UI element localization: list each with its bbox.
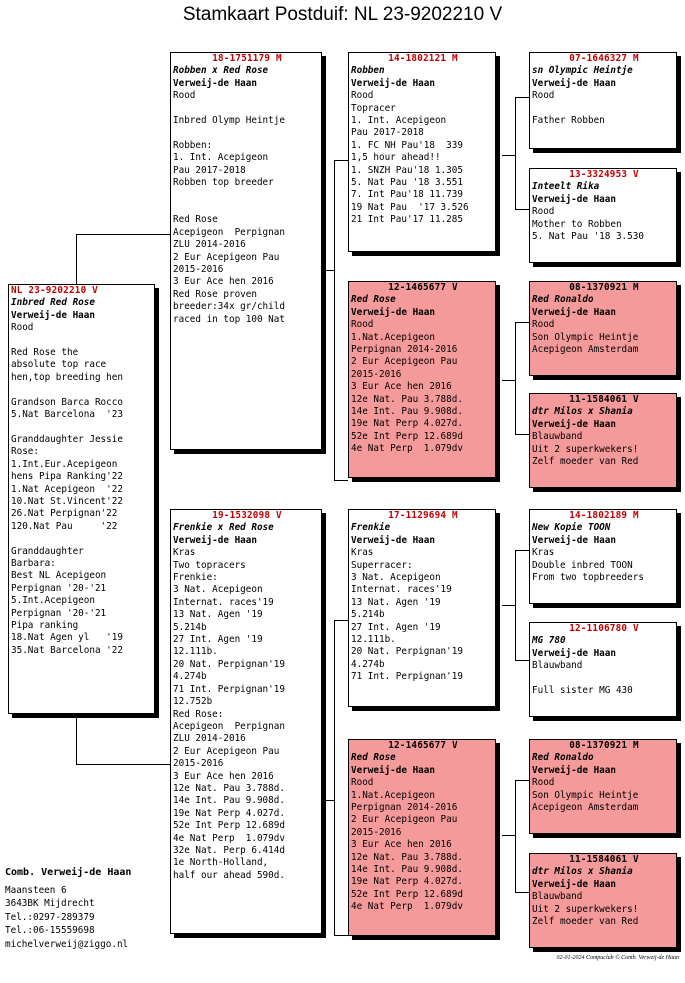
pedigree-info-line: From two topbreeders: [532, 572, 644, 584]
pedigree-info-line: ZLU 2014-2016: [173, 733, 246, 745]
pedigree-info-line: Robben top breeder: [173, 177, 274, 189]
pedigree-info-line: Mother to Robben: [532, 218, 622, 230]
ring-number: 07-1646327 M: [569, 53, 639, 64]
pigeon-name: dtr Milos x Shania: [532, 406, 633, 418]
pedigree-info-line: Inbred Olymp Heintje: [173, 115, 285, 127]
pedigree-card-mfm[interactable]: [529, 622, 677, 717]
pedigree-info-line: Rood: [532, 206, 555, 218]
connector-line: [334, 620, 335, 935]
pedigree-info-line: [11, 335, 154, 347]
pigeon-owner: Verweij-de Haan: [351, 534, 435, 546]
pedigree-info-line: Zelf moeder van Red: [532, 916, 639, 928]
ring-number: 19-1532098 V: [212, 510, 282, 521]
pigeon-name: dtr Milos x Shania: [532, 866, 633, 878]
pedigree-info-line: Blauwband: [532, 660, 583, 672]
ring-number: 18-1751179 M: [212, 53, 282, 64]
pedigree-info-line: Full sister MG 430: [532, 685, 633, 697]
pedigree-info-line: Perpignan 2014-2016: [351, 344, 458, 356]
pedigree-card-fathers-mother[interactable]: [348, 281, 496, 478]
pedigree-info-line: [173, 202, 321, 214]
pedigree-info-line: 2 Eur Acepigeon Pau: [351, 814, 458, 826]
pedigree-info-line: Rood: [173, 90, 196, 102]
pedigree-info-line: 1. SNZH Pau'18 1.305: [351, 164, 463, 176]
pedigree-info-line: 5. Nat Pau '18 3.530: [532, 231, 644, 243]
pedigree-info-line: 19e Nat Perp 4.027d.: [173, 807, 285, 819]
pedigree-info-line: 2 Eur Acepigeon Pau: [351, 356, 458, 368]
pedigree-info-line: Pau 2017-2018: [173, 164, 246, 176]
pedigree-info-line: Son Olympic Heintje: [532, 331, 639, 343]
pedigree-info-line: 71 Int. Perpignan'19: [351, 671, 463, 683]
pigeon-name: Frenkie: [351, 522, 391, 534]
connector-line: [334, 160, 335, 480]
connector-line: [322, 270, 334, 271]
pedigree-info-line: Rood: [11, 322, 34, 334]
pedigree-card-fmf[interactable]: [529, 281, 677, 376]
pigeon-name: Robben x Red Rose: [173, 65, 269, 77]
pigeon-name: MG 780: [532, 635, 566, 647]
pigeon-owner: Verweij-de Haan: [532, 418, 616, 430]
pedigree-info-line: 14e Int. Pau 9.908d.: [351, 864, 463, 876]
connector-line: [502, 155, 515, 156]
pedigree-info-line: 13 Nat. Agen '19: [173, 609, 263, 621]
pigeon-name: sn Olympic Heintje: [532, 65, 633, 77]
connector-line: [76, 764, 172, 765]
pedigree-info-line: 21 Int Pau'17 11.285: [351, 214, 463, 226]
phone-line: Tel.:06-15559698: [5, 925, 95, 936]
connector-line: [515, 660, 529, 661]
connector-line: [334, 620, 348, 621]
pedigree-info-line: 1. Int. Acepigeon: [173, 152, 269, 164]
connector-line: [515, 550, 516, 660]
pedigree-info-line: 1e North-Holland,: [173, 857, 269, 869]
pedigree-info-line: Grandson Barca Rocco: [11, 396, 123, 408]
pedigree-info-line: Zelf moeder van Red: [532, 456, 639, 468]
pedigree-card-fathers-father[interactable]: [348, 52, 496, 252]
pigeon-name: Red Rose: [351, 752, 396, 764]
pigeon-name: Robben: [351, 65, 385, 77]
pedigree-info-line: 12e Nat. Pau 3.788d.: [173, 782, 285, 794]
connector-line: [515, 434, 529, 435]
pedigree-info-line: 4.274b: [173, 671, 207, 683]
pedigree-info-line: 14e Int. Pau 9.908d.: [351, 406, 463, 418]
print-stamp: 02-01-2024 Compuclub © Comb. Verweij-de Haan: [556, 955, 679, 961]
ring-number: 13-3324953 V: [569, 169, 639, 180]
ring-number: 12-1465677 V: [388, 740, 458, 751]
pedigree-info-line: Internat. races'19: [173, 596, 274, 608]
pedigree-card-mmm[interactable]: [529, 853, 677, 948]
owner-address: [5, 866, 165, 951]
pedigree-info-line: 1. Int. Acepigeon: [351, 115, 447, 127]
pedigree-card-mothers-mother[interactable]: [348, 739, 496, 936]
pigeon-name: Red Ronaldo: [532, 752, 594, 764]
pedigree-info-line: Pipa ranking: [11, 619, 79, 631]
pedigree-info-line: [173, 103, 321, 115]
pigeon-owner: Verweij-de Haan: [173, 534, 257, 546]
pedigree-info-line: Frenkie:: [173, 572, 218, 584]
ring-number: 14-1802189 M: [569, 510, 639, 521]
pigeon-owner: Verweij-de Haan: [351, 764, 435, 776]
pedigree-card-subject[interactable]: [8, 284, 155, 714]
pedigree-info-line: Red Rose: [173, 214, 218, 226]
pedigree-info-line: Perpignan '20-'21: [11, 607, 107, 619]
pedigree-info-line: 4e Nat Perp 1.079dv: [351, 443, 463, 455]
ring-number: 12-1106780 V: [569, 623, 639, 634]
pedigree-info-line: 14e Int. Pau 9.908d.: [173, 795, 285, 807]
connector-line: [334, 935, 348, 936]
connector-line: [515, 322, 529, 323]
pedigree-info-line: 19 Nat Pau '17 3.526: [351, 201, 469, 213]
address-line: Maansteen 6: [5, 884, 67, 896]
pedigree-info-line: 1. FC NH Pau'18 339: [351, 139, 463, 151]
connector-line: [334, 480, 348, 481]
pedigree-info-line: hen,top breeding hen: [11, 371, 123, 383]
pedigree-info-line: hens Pipa Ranking'22: [11, 471, 123, 483]
pedigree-info-line: 4e Nat Perp 1.079dv: [351, 901, 463, 913]
pigeon-owner: Verweij-de Haan: [351, 77, 435, 89]
pedigree-info-line: Granddaughter Jessie: [11, 433, 123, 445]
pedigree-info-line: 18.Nat Agen yl '19: [11, 632, 123, 644]
pedigree-info-line: 3 Nat. Acepigeon: [173, 584, 263, 596]
pigeon-name: Inteelt Rika: [532, 181, 600, 193]
pedigree-info-line: 2015-2016: [173, 758, 224, 770]
pedigree-info-line: 2015-2016: [351, 826, 402, 838]
connector-line: [76, 234, 172, 235]
ring-number: 11-1584061 V: [569, 854, 639, 865]
pigeon-owner: Verweij-de Haan: [532, 77, 616, 89]
connector-line: [515, 780, 516, 892]
pedigree-info-line: 19e Nat Perp 4.027d.: [351, 876, 463, 888]
pedigree-info-line: Acepigeon Perpignan: [173, 226, 285, 238]
pedigree-info-line: 5.Nat Barcelona '23: [11, 409, 123, 421]
ring-number: NL 23-9202210 V: [11, 285, 98, 296]
pedigree-info-line: 1.Nat.Acepigeon: [351, 331, 435, 343]
pigeon-owner: Verweij-de Haan: [351, 306, 435, 318]
pedigree-info-line: 4.274b: [351, 658, 385, 670]
pedigree-info-line: 5.214b: [173, 621, 207, 633]
pedigree-info-line: Son Olympic Heintje: [532, 789, 639, 801]
pedigree-info-line: Internat. races'19: [351, 584, 452, 596]
pigeon-owner: Verweij-de Haan: [532, 764, 616, 776]
pigeon-name: Frenkie x Red Rose: [173, 522, 274, 534]
pedigree-info-line: 1,5 hour ahead!!: [351, 152, 441, 164]
pedigree-info-line: 5.214b: [351, 609, 385, 621]
pedigree-info-line: [532, 673, 676, 685]
connector-line: [502, 835, 515, 836]
pedigree-info-line: 120.Nat Pau '22: [11, 520, 118, 532]
pedigree-info-line: 10.Nat St.Vincent'22: [11, 495, 123, 507]
pigeon-owner: Verweij-de Haan: [532, 306, 616, 318]
pedigree-info-line: 3 Nat. Acepigeon: [351, 572, 441, 584]
pedigree-info-line: 52e Int Perp 12.689d: [351, 888, 463, 900]
pedigree-info-line: Acepigeon Amsterdam: [532, 802, 639, 814]
connector-line: [515, 550, 529, 551]
pedigree-info-line: 12.111b.: [351, 634, 396, 646]
pigeon-name: Red Rose: [351, 294, 396, 306]
pedigree-info-line: 2 Eur Acepigeon Pau: [173, 745, 280, 757]
ring-number: 12-1465677 V: [388, 282, 458, 293]
pedigree-info-line: raced in top 100 Nat: [173, 313, 285, 325]
pedigree-info-line: Rood: [351, 90, 374, 102]
pedigree-card-ffm[interactable]: [529, 168, 677, 263]
pedigree-info-line: 19e Nat Perp 4.027d.: [351, 418, 463, 430]
page-title: Stamkaart Postduif: NL 23-9202210 V: [182, 4, 503, 25]
pedigree-info-line: [532, 103, 676, 115]
pedigree-info-line: 27 Int. Agen '19: [351, 621, 441, 633]
pedigree-info-line: Blauwband: [532, 891, 583, 903]
pedigree-info-line: half our ahead 590d.: [173, 869, 285, 881]
pedigree-info-line: Kras: [173, 547, 196, 559]
pedigree-info-line: Superracer:: [351, 559, 413, 571]
pedigree-info-line: Two topracers: [173, 559, 246, 571]
address-line: 3643BK Mijdrecht: [5, 898, 95, 909]
pedigree-info-line: [173, 127, 321, 139]
pedigree-info-line: Rood: [351, 319, 374, 331]
pedigree-info-line: Rood: [532, 90, 555, 102]
pigeon-name: Inbred Red Rose: [11, 297, 95, 309]
connector-line: [515, 780, 529, 781]
pedigree-info-line: breeder:34x gr/child: [173, 301, 285, 313]
pedigree-info-line: Acepigeon Perpignan: [173, 720, 285, 732]
pedigree-info-line: Perpignan '20-'21: [11, 582, 107, 594]
pedigree-info-line: 5. Nat Pau '18 3.551: [351, 177, 463, 189]
pedigree-card-father[interactable]: [170, 52, 322, 450]
pedigree-info-line: Uit 2 superkwekers!: [532, 443, 639, 455]
pedigree-info-line: [173, 189, 321, 201]
pedigree-info-line: 7. Int Pau'18 11.739: [351, 189, 463, 201]
pedigree-info-line: Rood: [532, 777, 555, 789]
ring-number: 14-1802121 M: [388, 53, 458, 64]
pedigree-info-line: 1.Nat Acepigeon '22: [11, 483, 123, 495]
pigeon-owner: Verweij-de Haan: [532, 193, 616, 205]
pigeon-owner: Verweij-de Haan: [173, 77, 257, 89]
pedigree-info-line: ZLU 2014-2016: [173, 239, 246, 251]
pedigree-info-line: [11, 421, 154, 433]
ring-number: 17-1129694 M: [388, 510, 458, 521]
pedigree-card-mff[interactable]: [529, 509, 677, 604]
pedigree-info-line: 2015-2016: [351, 368, 402, 380]
pedigree-info-line: Rose:: [11, 446, 39, 458]
pedigree-info-line: Rood: [532, 319, 555, 331]
pedigree-info-line: Pau 2017-2018: [351, 127, 424, 139]
pedigree-info-line: [11, 384, 154, 396]
connector-line: [515, 209, 529, 210]
pedigree-info-line: Kras: [532, 547, 555, 559]
pedigree-info-line: 52e Int Perp 12.689d: [351, 430, 463, 442]
phone-line: Tel.:0297-289379: [5, 911, 95, 923]
pedigree-info-line: 20 Nat. Perpignan'19: [173, 658, 285, 670]
pedigree-info-line: 12e Nat. Pau 3.788d.: [351, 851, 463, 863]
connector-line: [334, 160, 348, 161]
pedigree-info-line: 3 Eur Ace hen 2016: [173, 276, 274, 288]
pedigree-info-line: 4e Nat Perp 1.079dv: [173, 832, 285, 844]
pedigree-info-line: 26.Nat Perpignan'22: [11, 508, 118, 520]
pedigree-info-line: Father Robben: [532, 115, 605, 127]
pedigree-info-line: 1.Nat.Acepigeon: [351, 789, 435, 801]
pigeon-name: Red Ronaldo: [532, 294, 594, 306]
pedigree-card-mmf[interactable]: [529, 739, 677, 834]
connector-line: [515, 97, 529, 98]
email-line: michelverweij@ziggo.nl: [5, 938, 129, 950]
pigeon-owner: Verweij-de Haan: [11, 309, 95, 321]
pedigree-info-line: [11, 533, 154, 545]
pedigree-info-line: 13 Nat. Agen '19: [351, 596, 441, 608]
pedigree-info-line: 2015-2016: [173, 263, 224, 275]
pedigree-info-line: 3 Eur Ace hen 2016: [173, 770, 274, 782]
pedigree-info-line: 2 Eur Acepigeon Pau: [173, 251, 280, 263]
pedigree-info-line: Granddaughter: [11, 545, 84, 557]
pedigree-info-line: 27 Int. Agen '19: [173, 634, 263, 646]
connector-line: [322, 800, 334, 801]
pedigree-info-line: Double inbred TOON: [532, 559, 633, 571]
pedigree-info-line: 5.Int.Acepigeon: [11, 595, 95, 607]
pedigree-info-line: Acepigeon Amsterdam: [532, 344, 639, 356]
pedigree-info-line: Topracer: [351, 102, 396, 114]
pigeon-owner: Verweij-de Haan: [532, 647, 616, 659]
pedigree-info-line: 52e Int Perp 12.689d: [173, 820, 285, 832]
pedigree-info-line: Barbara:: [11, 557, 56, 569]
pedigree-info-line: 20 Nat. Perpignan'19: [351, 646, 463, 658]
pedigree-info-line: Best NL Acepigeon: [11, 570, 107, 582]
pigeon-name: New Kopie TOON: [532, 522, 611, 534]
pedigree-info-line: 12.111b.: [173, 646, 218, 658]
pedigree-info-line: 3 Eur Ace hen 2016: [351, 839, 452, 851]
pedigree-info-line: 71 Int. Perpignan'19: [173, 683, 285, 695]
pedigree-info-line: 32e Nat. Perp 6.414d: [173, 844, 285, 856]
pedigree-card-fmm[interactable]: [529, 393, 677, 488]
pedigree-info-line: 3 Eur Ace hen 2016: [351, 381, 452, 393]
pedigree-info-line: Robben:: [173, 139, 213, 151]
connector-line: [515, 322, 516, 434]
club-name: Comb. Verweij-de Haan: [5, 867, 132, 878]
connector-line: [515, 892, 529, 893]
pigeon-owner: Verweij-de Haan: [532, 878, 616, 890]
connector-line: [515, 97, 516, 209]
pedigree-info-line: Red Rose the: [11, 347, 79, 359]
pedigree-info-line: Red Rose proven: [173, 288, 257, 300]
ring-number: 08-1370921 M: [569, 740, 639, 751]
pigeon-owner: Verweij-de Haan: [532, 534, 616, 546]
pedigree-card-mothers-father[interactable]: [348, 509, 496, 707]
connector-line: [502, 605, 515, 606]
ring-number: 11-1584061 V: [569, 394, 639, 405]
pedigree-info-line: Uit 2 superkwekers!: [532, 903, 639, 915]
pedigree-info-line: absolute top race: [11, 359, 107, 371]
pedigree-info-line: 12.752b: [173, 696, 213, 708]
pedigree-info-line: Kras: [351, 547, 374, 559]
pedigree-card-mother[interactable]: [170, 509, 322, 934]
ring-number: 08-1370921 M: [569, 282, 639, 293]
pedigree-info-line: Blauwband: [532, 431, 583, 443]
pedigree-info-line: Perpignan 2014-2016: [351, 802, 458, 814]
pedigree-info-line: 12e Nat. Pau 3.788d.: [351, 393, 463, 405]
pedigree-info-line: 35.Nat Barcelona '22: [11, 644, 123, 656]
pedigree-info-line: Red Rose:: [173, 708, 224, 720]
connector-line: [502, 380, 515, 381]
pedigree-info-line: Rood: [351, 777, 374, 789]
pedigree-card-fff[interactable]: [529, 52, 677, 149]
pedigree-info-line: 1.Int.Eur.Acepigeon: [11, 458, 118, 470]
